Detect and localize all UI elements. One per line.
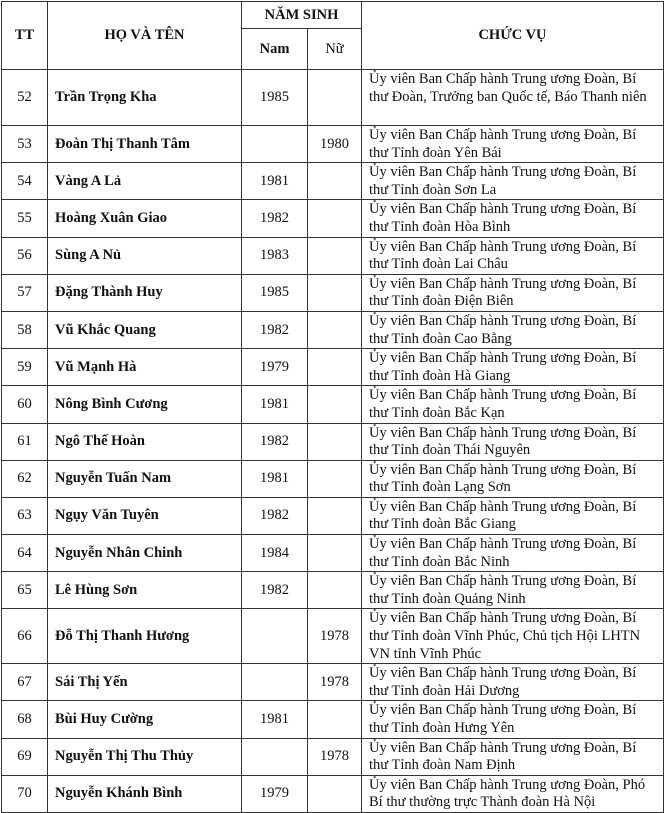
row-number: 62 xyxy=(2,460,48,497)
row-number: 59 xyxy=(2,349,48,386)
birth-year-female: 1978 xyxy=(308,738,362,775)
birth-year-female xyxy=(308,386,362,423)
birth-year-female xyxy=(308,775,362,812)
table-row xyxy=(2,163,664,200)
birth-year-female xyxy=(308,311,362,348)
member-name: Đặng Thành Huy xyxy=(48,274,242,311)
birth-year-female xyxy=(308,200,362,237)
member-name: Sái Thị Yến xyxy=(48,664,242,701)
birth-year-male: 1979 xyxy=(242,775,308,812)
table-row xyxy=(2,386,664,423)
position-description: Ủy viên Ban Chấp hành Trung ương Đoàn, Bí thư Tỉnh đoàn Hải Dương xyxy=(362,664,664,701)
row-number: 52 xyxy=(2,70,48,126)
member-name: Đoàn Thị Thanh Tâm xyxy=(48,126,242,163)
birth-year-female xyxy=(308,349,362,386)
table-row xyxy=(2,664,664,701)
position-description: Ủy viên Ban Chấp hành Trung ương Đoàn, Bí thư Đoàn, Trưởng ban Quốc tế, Báo Thanh niên xyxy=(362,70,664,126)
birth-year-male: 1982 xyxy=(242,572,308,609)
birth-year-female xyxy=(308,701,362,738)
member-name: Nguyễn Nhân Chinh xyxy=(48,535,242,572)
table-row xyxy=(2,535,664,572)
birth-year-female xyxy=(308,572,362,609)
header-male: Nam xyxy=(242,29,308,70)
position-description: Ủy viên Ban Chấp hành Trung ương Đoàn, Bí thư Tỉnh đoàn Bắc Giang xyxy=(362,497,664,534)
table-row xyxy=(2,423,664,460)
member-name: Bùi Huy Cường xyxy=(48,701,242,738)
birth-year-female xyxy=(308,460,362,497)
birth-year-male: 1985 xyxy=(242,274,308,311)
birth-year-male xyxy=(242,126,308,163)
birth-year-female: 1978 xyxy=(308,664,362,701)
header-position: CHỨC VỤ xyxy=(362,2,664,70)
row-number: 70 xyxy=(2,775,48,812)
row-number: 65 xyxy=(2,572,48,609)
position-description: Ủy viên Ban Chấp hành Trung ương Đoàn, Bí thư Tỉnh đoàn Hòa Bình xyxy=(362,200,664,237)
header-female: Nữ xyxy=(308,29,362,70)
row-number: 60 xyxy=(2,386,48,423)
header-tt: TT xyxy=(2,2,48,70)
row-number: 57 xyxy=(2,274,48,311)
birth-year-male: 1981 xyxy=(242,386,308,423)
position-description: Ủy viên Ban Chấp hành Trung ương Đoàn, Bí thư Tỉnh đoàn Hà Giang xyxy=(362,349,664,386)
member-name: Vũ Mạnh Hà xyxy=(48,349,242,386)
member-name: Ngụy Văn Tuyên xyxy=(48,497,242,534)
table-row xyxy=(2,70,664,126)
table-row xyxy=(2,609,664,664)
member-name: Hoàng Xuân Giao xyxy=(48,200,242,237)
table-row xyxy=(2,311,664,348)
member-name: Lê Hùng Sơn xyxy=(48,572,242,609)
row-number: 53 xyxy=(2,126,48,163)
row-number: 67 xyxy=(2,664,48,701)
position-description: Ủy viên Ban Chấp hành Trung ương Đoàn, Bí thư Tỉnh đoàn Cao Bằng xyxy=(362,311,664,348)
members-table xyxy=(1,1,664,813)
table-row xyxy=(2,775,664,812)
birth-year-female: 1980 xyxy=(308,126,362,163)
birth-year-female xyxy=(308,423,362,460)
birth-year-female xyxy=(308,274,362,311)
member-name: Nguyễn Thị Thu Thủy xyxy=(48,738,242,775)
table-row xyxy=(2,572,664,609)
birth-year-female xyxy=(308,535,362,572)
position-description: Ủy viên Ban Chấp hành Trung ương Đoàn, Bí thư Tỉnh đoàn Thái Nguyên xyxy=(362,423,664,460)
position-description: Ủy viên Ban Chấp hành Trung ương Đoàn, Bí thư Tỉnh đoàn Lạng Sơn xyxy=(362,460,664,497)
position-description: Ủy viên Ban Chấp hành Trung ương Đoàn, Phó Bí thư thường trực Thành đoàn Hà Nội xyxy=(362,775,664,812)
table-row xyxy=(2,200,664,237)
table-row xyxy=(2,738,664,775)
table-row xyxy=(2,126,664,163)
row-number: 69 xyxy=(2,738,48,775)
member-name: Nguyễn Khánh Bình xyxy=(48,775,242,812)
member-name: Ngô Thế Hoàn xyxy=(48,423,242,460)
header-name: HỌ VÀ TÊN xyxy=(48,2,242,70)
member-name: Nông Bình Cương xyxy=(48,386,242,423)
birth-year-male: 1983 xyxy=(242,237,308,274)
position-description: Ủy viên Ban Chấp hành Trung ương Đoàn, Bí thư Tỉnh đoàn Bắc Ninh xyxy=(362,535,664,572)
member-name: Nguyễn Tuấn Nam xyxy=(48,460,242,497)
header-birth-year: NĂM SINH xyxy=(242,2,362,29)
birth-year-male: 1981 xyxy=(242,163,308,200)
birth-year-male: 1979 xyxy=(242,349,308,386)
birth-year-male xyxy=(242,664,308,701)
table-row xyxy=(2,349,664,386)
birth-year-male xyxy=(242,609,308,664)
birth-year-female xyxy=(308,163,362,200)
birth-year-male: 1982 xyxy=(242,423,308,460)
position-description: Ủy viên Ban Chấp hành Trung ương Đoàn, Bí thư Tỉnh đoàn Vĩnh Phúc, Chủ tịch Hội LHTN VN tỉnh Vĩnh Phúc xyxy=(362,609,664,664)
row-number: 68 xyxy=(2,701,48,738)
member-name: Sùng A Nủ xyxy=(48,237,242,274)
birth-year-male: 1985 xyxy=(242,70,308,126)
table-row xyxy=(2,274,664,311)
position-description: Ủy viên Ban Chấp hành Trung ương Đoàn, Bí thư Tỉnh đoàn Hưng Yên xyxy=(362,701,664,738)
table-row xyxy=(2,701,664,738)
table-row xyxy=(2,237,664,274)
row-number: 63 xyxy=(2,497,48,534)
row-number: 54 xyxy=(2,163,48,200)
table-row xyxy=(2,497,664,534)
birth-year-male: 1981 xyxy=(242,701,308,738)
member-name: Vũ Khắc Quang xyxy=(48,311,242,348)
position-description: Ủy viên Ban Chấp hành Trung ương Đoàn, Bí thư Tỉnh đoàn Quảng Ninh xyxy=(362,572,664,609)
table-row xyxy=(2,460,664,497)
row-number: 58 xyxy=(2,311,48,348)
birth-year-female xyxy=(308,237,362,274)
position-description: Ủy viên Ban Chấp hành Trung ương Đoàn, Bí thư Tỉnh đoàn Lai Châu xyxy=(362,237,664,274)
birth-year-male: 1982 xyxy=(242,497,308,534)
birth-year-male: 1984 xyxy=(242,535,308,572)
birth-year-male xyxy=(242,738,308,775)
birth-year-female xyxy=(308,70,362,126)
birth-year-female xyxy=(308,497,362,534)
birth-year-male: 1981 xyxy=(242,460,308,497)
member-name: Vàng A Lả xyxy=(48,163,242,200)
row-number: 61 xyxy=(2,423,48,460)
position-description: Ủy viên Ban Chấp hành Trung ương Đoàn, Bí thư Tỉnh đoàn Bắc Kạn xyxy=(362,386,664,423)
position-description: Ủy viên Ban Chấp hành Trung ương Đoàn, Bí thư Tỉnh đoàn Yên Bái xyxy=(362,126,664,163)
position-description: Ủy viên Ban Chấp hành Trung ương Đoàn, Bí thư Tỉnh đoàn Điện Biên xyxy=(362,274,664,311)
birth-year-female: 1978 xyxy=(308,609,362,664)
row-number: 55 xyxy=(2,200,48,237)
member-name: Đỗ Thị Thanh Hương xyxy=(48,609,242,664)
position-description: Ủy viên Ban Chấp hành Trung ương Đoàn, Bí thư Tỉnh đoàn Sơn La xyxy=(362,163,664,200)
birth-year-male: 1982 xyxy=(242,311,308,348)
position-description: Ủy viên Ban Chấp hành Trung ương Đoàn, Bí thư Tỉnh đoàn Nam Định xyxy=(362,738,664,775)
row-number: 64 xyxy=(2,535,48,572)
member-name: Trần Trọng Kha xyxy=(48,70,242,126)
row-number: 66 xyxy=(2,609,48,664)
birth-year-male: 1982 xyxy=(242,200,308,237)
row-number: 56 xyxy=(2,237,48,274)
